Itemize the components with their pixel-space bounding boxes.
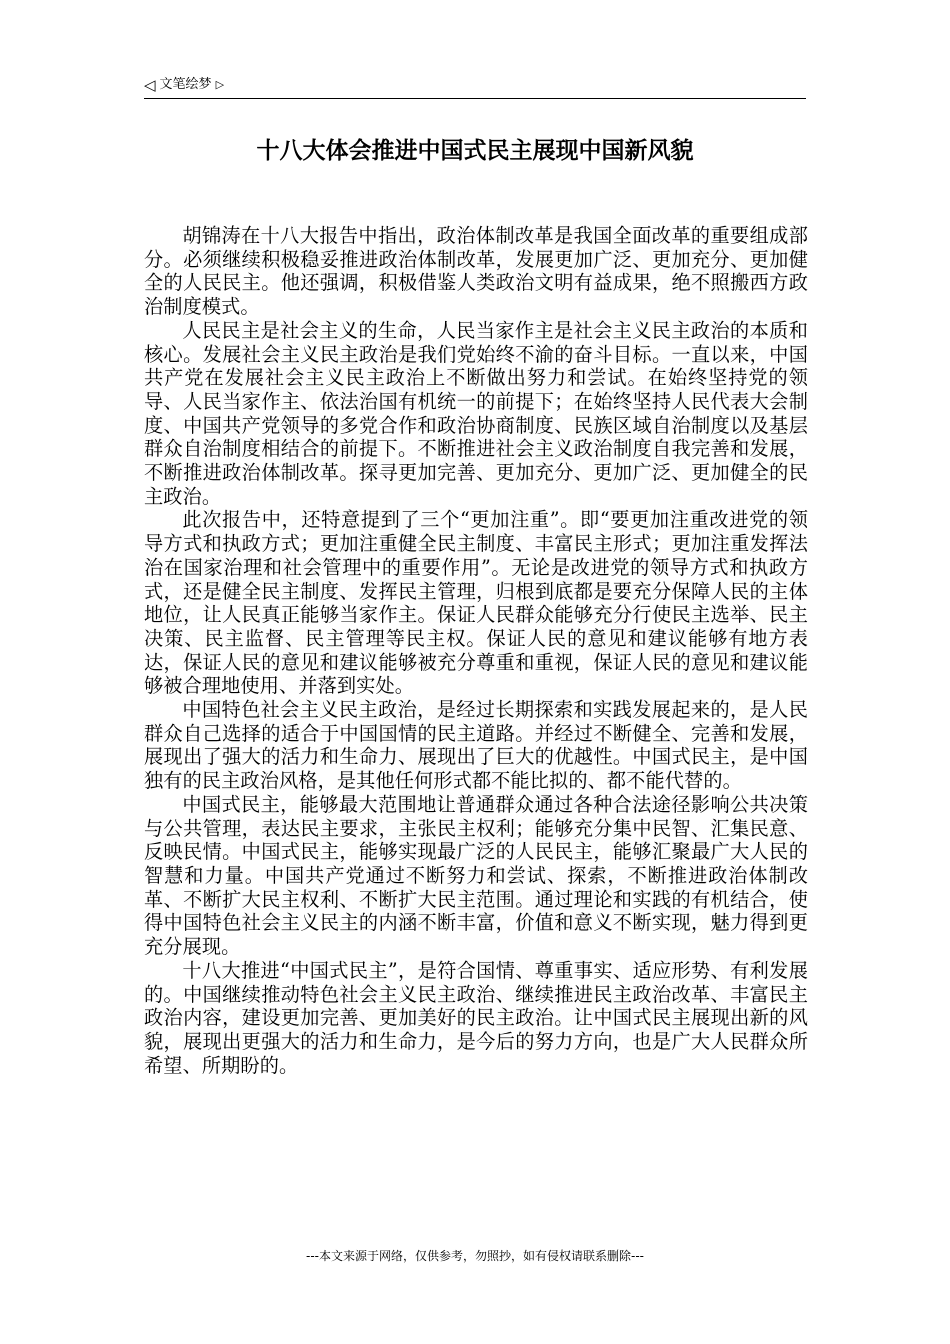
document-title: 十八大体会推进中国式民主展现中国新风貌 bbox=[256, 138, 694, 164]
paragraph: 中国特色社会主义民主政治，是经过长期探索和实践发展起来的，是人民群众自己选择的适合于中国国情的民主道路。并经过不断健全、完善和发展，展现出了强大的活力和生命力、展现出了巨大的优越性。中国式民主，是中国独有的民主政治风格，是其他任何形式都不能比拟的、都不能代替的。 bbox=[144, 698, 808, 793]
page-header bbox=[144, 74, 806, 99]
paragraph: 人民民主是社会主义的生命，人民当家作主是社会主义民主政治的本质和核心。发展社会主义民主政治是我们党始终不渝的奋斗目标。一直以来，中国共产党在发展社会主义民主政治上不断做出努力和尝试。在始终坚持党的领导、人民当家作主、依法治国有机统一的前提下；在始终坚持人民代表大会制度、中国共产党领导的多党合作和政治协商制度、民族区域自治制度以及基层群众自治制度相结合的前提下。不断推进社会主义政治制度自我完善和发展，不断推进政治体制改革。探寻更加完善、更加充分、更加广泛、更加健全的民主政治。 bbox=[144, 318, 808, 508]
paragraph: 胡锦涛在十八大报告中指出，政治体制改革是我国全面改革的重要组成部分。必须继续积极稳妥推进政治体制改革，发展更加广泛、更加充分、更加健全的人民民主。他还强调，积极借鉴人类政治文明有益成果，绝不照搬西方政治制度模式。 bbox=[144, 224, 808, 319]
triangle-left-icon: ◁ bbox=[144, 76, 156, 94]
paragraph: 此次报告中，还特意提到了三个“更加注重”。即“要更加注重改进党的领导方式和执政方式；更加注重健全民主制度、丰富民主形式；更加注重发挥法治在国家治理和社会管理中的重要作用”。无论是改进党的领导方式和执政方式，还是健全民主制度、发挥民主管理，归根到底都是要充分保障人民的主体地位，让人民真正能够当家作主。保证人民群众能够充分行使民主选举、民主决策、民主监督、民主管理等民主权。保证人民的意见和建议能够有地方表达，保证人民的意见和建议能够被充分尊重和重视，保证人民的意见和建议能够被合理地使用、并落到实处。 bbox=[144, 508, 808, 698]
disclaimer-footer: ---本文来源于网络，仅供参考，勿照抄，如有侵权请联系删除--- bbox=[306, 1249, 644, 1263]
triangle-right-icon: ▷ bbox=[215, 78, 225, 91]
document-body bbox=[144, 224, 808, 1077]
header-title: 文笔绘梦 bbox=[159, 77, 212, 92]
paragraph: 十八大推进“中国式民主”，是符合国情、尊重事实、适应形势、有利发展的。中国继续推动特色社会主义民主政治、继续推进民主政治改革、丰富民主政治内容，建设更加完善、更加美好的民主政治。让中国式民主展现出新的风貌，展现出更强大的活力和生命力，是今后的努力方向，也是广大人民群众所希望、所期盼的。 bbox=[144, 958, 808, 1077]
paragraph: 中国式民主，能够最大范围地让普通群众通过各种合法途径影响公共决策与公共管理，表达民主要求，主张民主权利；能够充分集中民智、汇集民意、反映民情。中国式民主，能够实现最广泛的人民民主，能够汇聚最广大人民的智慧和力量。中国共产党通过不断努力和尝试、探索，不断推进政治体制改革、不断扩大民主权利、不断扩大民主范围。通过理论和实践的有机结合，使得中国特色社会主义民主的内涵不断丰富，价值和意义不断实现，魅力得到更充分展现。 bbox=[144, 792, 808, 959]
